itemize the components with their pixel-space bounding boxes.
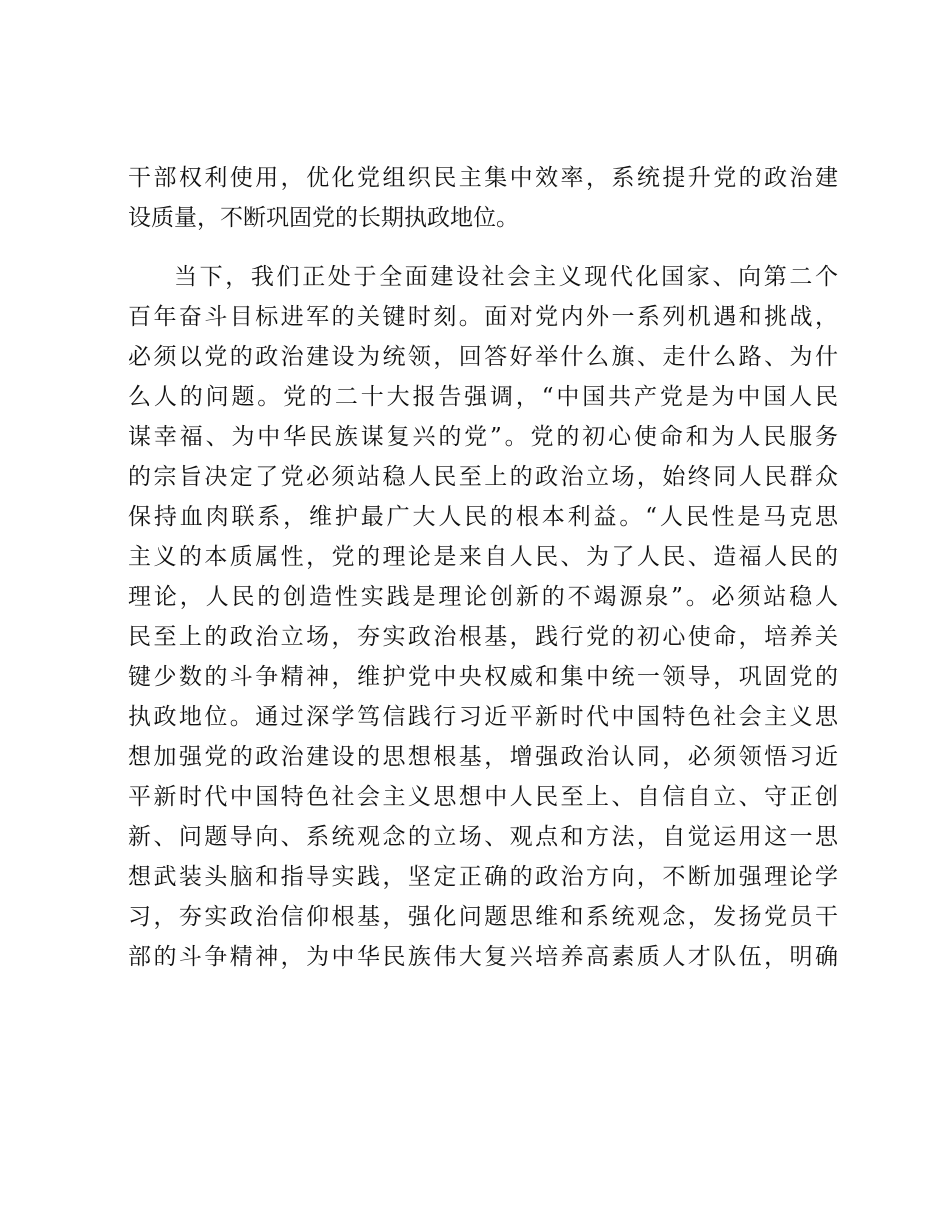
text-line: 保持血肉联系，维护最广大人民的根本利益。“人民性是马克思 — [128, 504, 838, 530]
text-line: 的宗旨决定了党必须站稳人民至上的政治立场，始终同人民群众 — [128, 464, 838, 490]
text-line: 部的斗争精神，为中华民族伟大复兴培养高素质人才队伍，明确 — [128, 944, 838, 970]
text-line: 谋幸福、为中华民族谋复兴的党”。党的初心使命和为人民服务 — [128, 424, 838, 450]
paragraph-1 — [128, 158, 838, 238]
text-line: 必须以党的政治建设为统领，回答好举什么旗、走什么路、为什 — [128, 344, 838, 370]
text-line: 么人的问题。党的二十大报告强调，“中国共产党是为中国人民 — [128, 384, 838, 410]
text-line: 设质量，不断巩固党的长期执政地位。 — [128, 205, 519, 231]
text-line: 当下，我们正处于全面建设社会主义现代化国家、向第二个 — [174, 264, 838, 290]
text-line: 键少数的斗争精神，维护党中央权威和集中统一领导，巩固党的 — [128, 664, 838, 690]
paragraph-2 — [128, 257, 838, 977]
text-line: 百年奋斗目标进军的关键时刻。面对党内外一系列机遇和挑战， — [128, 304, 838, 330]
text-line: 平新时代中国特色社会主义思想中人民至上、自信自立、守正创 — [128, 784, 838, 810]
body-text — [128, 158, 838, 977]
text-line: 主义的本质属性，党的理论是来自人民、为了人民、造福人民的 — [128, 544, 838, 570]
text-line: 习，夯实政治信仰根基，强化问题思维和系统观念，发扬党员干 — [128, 904, 838, 930]
text-line: 理论，人民的创造性实践是理论创新的不竭源泉”。必须站稳人 — [128, 584, 838, 610]
text-line: 新、问题导向、系统观念的立场、观点和方法，自觉运用这一思 — [128, 824, 838, 850]
text-line: 执政地位。通过深学笃信践行习近平新时代中国特色社会主义思 — [128, 704, 838, 730]
text-line: 想加强党的政治建设的思想根基，增强政治认同，必须领悟习近 — [128, 744, 838, 770]
text-line: 干部权利使用，优化党组织民主集中效率，系统提升党的政治建 — [128, 165, 838, 191]
text-line: 民至上的政治立场，夯实政治根基，践行党的初心使命，培养关 — [128, 624, 838, 650]
text-line: 想武装头脑和指导实践，坚定正确的政治方向，不断加强理论学 — [128, 864, 838, 890]
